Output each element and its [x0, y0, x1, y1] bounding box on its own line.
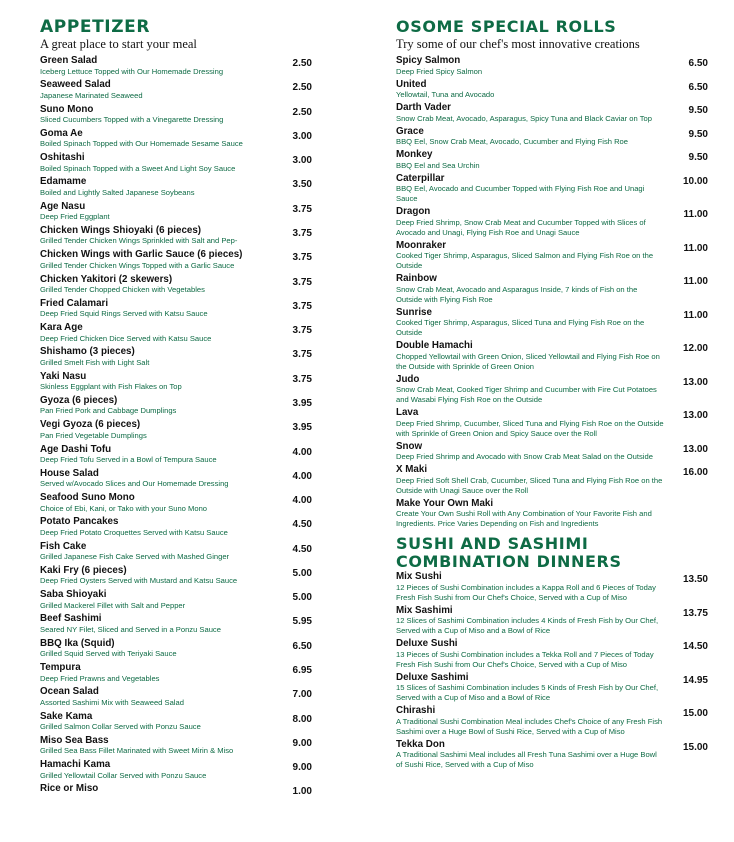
menu-item: [40, 516, 312, 538]
item-price: 2.50: [292, 82, 312, 94]
menu-item: [396, 307, 708, 339]
item-price: 5.00: [292, 567, 312, 579]
item-price: 8.00: [292, 713, 312, 725]
combo-heading-line2: COMBINATION DINNERS: [396, 552, 622, 571]
menu-item: [40, 225, 312, 247]
menu-item: [40, 249, 312, 271]
item-description: Grilled Japanese Fish Cake Served with Mashed Ginger: [40, 552, 230, 562]
item-description: Yellowtail, Tuna and Avocado: [396, 90, 495, 99]
menu-item: [40, 395, 312, 417]
rolls-heading: OSOME SPECIAL ROLLS: [396, 17, 617, 36]
item-price: 4.00: [292, 446, 312, 458]
item-price: 5.95: [292, 616, 312, 628]
item-price: 13.00: [682, 410, 708, 421]
menu-item: [40, 201, 312, 223]
item-name: BBQ Ika (Squid): [40, 637, 115, 649]
item-description: Grilled Squid Served with Teriyaki Sauce: [40, 649, 177, 659]
item-description: Sliced Cucumbers Topped with a Vinegarette Dressing: [40, 115, 224, 125]
item-price: 6.50: [292, 640, 312, 652]
item-description: Create Your Own Sushi Roll with Any Combination of Your Favorite Fish and Ingredients. Price Varies Depending on Fish and Ingredients: [396, 509, 652, 528]
item-description: Chopped Yellowtail with Green Onion, Sliced Yellowtail and Flying Fish Roe on the Outside with Sprinkle of Green Onion: [396, 351, 660, 371]
menu-item: [40, 419, 312, 441]
item-price: 9.50: [688, 105, 708, 116]
menu-item: [396, 441, 708, 463]
item-description: Grilled Salmon Collar Served with Ponzu Sauce: [40, 722, 201, 732]
item-price: 4.00: [292, 495, 312, 507]
item-description: A Traditional Sashimi Meal includes all Fresh Tuna Sashimi over a Huge Bowl of Sushi Rice, Served with a Cup of Miso: [396, 750, 657, 769]
item-price: 6.95: [292, 665, 312, 677]
item-name: Deluxe Sushi: [396, 638, 458, 649]
item-name: Age Nasu: [40, 200, 86, 212]
item-name: Fried Calamari: [40, 297, 109, 309]
item-price: 13.00: [682, 443, 708, 455]
menu-item: [396, 273, 708, 305]
item-price: 11.00: [683, 242, 708, 254]
item-name: Sake Kama: [40, 710, 93, 722]
menu-item: [396, 498, 708, 530]
item-name: Shishamo (3 pieces): [40, 346, 135, 358]
item-price: 16.00: [682, 467, 708, 478]
item-name: X Maki: [396, 464, 428, 475]
item-description: Seared NY Filet, Sliced and Served in a Ponzu Sauce: [40, 624, 221, 634]
item-description: Grilled Yellowtail Collar Served with Ponzu Sauce: [40, 770, 207, 780]
item-price: 7.00: [292, 689, 312, 701]
item-price: 13.75: [682, 607, 708, 619]
item-name: Saba Shioyaki: [40, 589, 107, 601]
item-price: 4.50: [292, 519, 312, 531]
item-price: 4.50: [292, 543, 312, 555]
item-price: 9.00: [292, 762, 312, 774]
item-price: 10.00: [682, 175, 708, 187]
item-name: Age Dashi Tofu: [40, 443, 112, 455]
item-description: Japanese Marinated Seaweed: [40, 90, 143, 100]
item-name: Tekka Don: [396, 738, 445, 750]
item-description: 13 Pieces of Sushi Combination includes a Tekka Roll and 7 Pieces of Today Fresh Fish Sushi from Our Chef's Choice, Served with a Cup of Miso: [396, 649, 654, 669]
item-description: Grilled Smelt Fish with Light Salt: [40, 357, 150, 367]
menu-item: [396, 149, 708, 171]
item-price: 11.00: [683, 209, 708, 220]
rolls-column: [396, 18, 708, 772]
item-name: Fish Cake: [40, 540, 87, 552]
menu-item: [40, 638, 312, 660]
item-description: Deep Fried Shrimp and Avocado with Snow Crab Meat Salad on the Outside: [396, 452, 653, 461]
item-name: Gyoza (6 pieces): [40, 394, 118, 406]
item-price: 11.00: [683, 276, 708, 287]
item-price: 1.00: [292, 786, 312, 798]
item-name: United: [396, 78, 427, 90]
item-price: 12.00: [682, 343, 708, 354]
item-description: A Traditional Sushi Combination Meal includes Chef's Choice of any Fresh Fish Sashimi over a Huge Bowl of Sushi Rice, Served with a Cup of Miso: [396, 716, 663, 736]
item-description: 15 Slices of Sashimi Combination includes 5 Kinds of Fresh Fish by Our Chef, Served with a Cup of Miso and a Bowl of Rice: [396, 683, 659, 702]
menu-item: [396, 672, 708, 704]
item-name: Dragon: [396, 206, 431, 217]
item-name: Sunrise: [396, 306, 432, 318]
item-description: Cooked Tiger Shrimp, Asparagus, Sliced Salmon and Flying Fish Roe on the Outside: [396, 251, 654, 270]
item-description: Grilled Tender Chopped Chicken with Vegetables: [40, 285, 205, 295]
item-price: 14.95: [682, 674, 708, 686]
item-description: Iceberg Lettuce Topped with Our Homemade Dressing: [40, 66, 224, 76]
item-name: Mix Sashimi: [396, 604, 453, 616]
item-name: Yaki Nasu: [40, 370, 87, 382]
item-name: Seaweed Salad: [40, 79, 111, 91]
item-name: Judo: [396, 373, 420, 385]
menu-item: [396, 102, 708, 124]
item-name: Chicken Wings Shioyaki (6 pieces): [40, 224, 202, 236]
item-description: Boiled Spinach Topped with Our Homemade Sesame Sauce: [40, 139, 243, 149]
item-name: Grace: [396, 125, 424, 137]
item-name: Ocean Salad: [40, 686, 99, 698]
item-description: Deep Fried Shrimp, Snow Crab Meat and Cucumber Topped with Slices of Avocado and Unagi, Flying Fish Roe and Unagi Sauce: [396, 217, 646, 237]
item-name: Make Your Own Maki: [396, 497, 494, 509]
item-name: Suno Mono: [40, 103, 94, 115]
item-description: Boiled Spinach Topped with a Sweet And Light Soy Sauce: [40, 163, 236, 173]
item-name: Kaki Fry (6 pieces): [40, 564, 127, 576]
menu-item: [40, 613, 312, 635]
menu-item: [396, 407, 708, 439]
item-price: 4.00: [292, 470, 312, 482]
menu-item: [40, 152, 312, 174]
item-price: 3.75: [292, 252, 312, 264]
menu-item: [40, 128, 312, 150]
item-description: Grilled Mackerel Fillet with Salt and Pepper: [40, 600, 186, 610]
menu-item: [396, 206, 708, 238]
item-name: Edamame: [40, 176, 87, 188]
item-name: Vegi Gyoza (6 pieces): [40, 419, 141, 431]
item-name: Snow: [396, 440, 423, 452]
menu-item: [40, 444, 312, 466]
item-price: 14.50: [682, 641, 708, 652]
item-description: Deep Fried Shrimp, Cucumber, Sliced Tuna and Flying Fish Roe on the Outside with Sprinkle of Green Onion and Spicy Sauce over the Roll: [396, 418, 664, 438]
item-price: 3.95: [292, 422, 312, 434]
item-description: Skinless Eggplant with Fish Flakes on Top: [40, 382, 182, 392]
item-description: BBQ Eel and Sea Urchin: [396, 160, 480, 170]
item-description: Snow Crab Meat, Avocado, Asparagus, Spicy Tuna and Black Caviar on Top: [396, 113, 652, 123]
item-price: 9.00: [292, 737, 312, 749]
menu-item: [396, 638, 708, 670]
item-description: Deep Fried Squid Rings Served with Katsu Sauce: [40, 309, 208, 319]
menu-item: [40, 662, 312, 684]
item-description: Deep Fried Soft Shell Crab, Cucumber, Sliced Tuna and Flying Fish Roe on the Outside with Unagi Sauce over the Roll: [396, 475, 663, 495]
menu-item: [396, 55, 708, 77]
menu-item: [40, 783, 312, 805]
item-description: Grilled Tender Chicken Wings Sprinkled with Salt and Pep-: [40, 236, 238, 246]
item-name: Rice or Miso: [40, 783, 99, 795]
item-description: Deep Fried Eggplant: [40, 212, 110, 222]
menu-item: [396, 173, 708, 205]
item-description: 12 Slices of Sashimi Combination includes 4 Kinds of Fresh Fish by Our Chef, Served with a Cup of Miso and a Bowl of Rice: [396, 616, 659, 635]
menu-item: [40, 322, 312, 344]
menu-item: [40, 686, 312, 708]
menu-item: [40, 735, 312, 757]
item-name: Moonraker: [396, 239, 447, 251]
item-name: Deluxe Sashimi: [396, 671, 469, 683]
item-price: 13.00: [682, 376, 708, 388]
item-description: Deep Fried Spicy Salmon: [396, 66, 483, 76]
item-name: Oshitashi: [40, 152, 85, 164]
menu-item: [396, 79, 708, 101]
item-price: 3.75: [292, 227, 312, 239]
menu-item: [40, 711, 312, 733]
menu-item: [40, 274, 312, 296]
item-name: Tempura: [40, 662, 81, 674]
item-price: 3.75: [292, 325, 312, 337]
item-name: Caterpillar: [396, 172, 445, 184]
item-name: Spicy Salmon: [396, 55, 461, 66]
item-description: Grilled Sea Bass Fillet Marinated with Sweet Mirin & Miso: [40, 746, 234, 756]
item-name: Double Hamachi: [396, 340, 473, 351]
item-name: Miso Sea Bass: [40, 734, 109, 746]
menu-item: [40, 541, 312, 563]
item-description: Pan Fried Vegetable Dumplings: [40, 430, 147, 440]
item-description: Boiled and Lightly Salted Japanese Soybeans: [40, 187, 195, 197]
item-description: Snow Crab Meat, Avocado and Asparagus Inside, 7 kinds of Fish on the Outside with Flying Fish Roe: [396, 284, 638, 304]
item-description: Choice of Ebi, Kani, or Tako with your Suno Mono: [40, 503, 208, 513]
item-description: 12 Pieces of Sushi Combination includes a Kappa Roll and 6 Pieces of Today Fresh Fish Sushi from Our Chef's Choice, Served with a Cup of Miso: [396, 582, 656, 602]
item-name: Chirashi: [396, 705, 436, 716]
item-price: 3.00: [292, 130, 312, 142]
combo-list: [396, 571, 708, 770]
item-name: Darth Vader: [396, 102, 451, 113]
item-description: Served w/Avocado Slices and Our Homemade Dressing: [40, 479, 229, 489]
item-description: Grilled Tender Chicken Wings Topped with a Garlic Sauce: [40, 260, 235, 270]
item-description: Cooked Tiger Shrimp, Asparagus, Sliced Tuna and Flying Fish Roe on the Outside: [396, 318, 645, 337]
combo-heading-line1: SUSHI AND SASHIMI: [396, 534, 589, 553]
item-price: 15.00: [682, 741, 708, 753]
menu-item: [396, 240, 708, 272]
menu-item: [40, 492, 312, 514]
appetizer-column: [40, 18, 312, 808]
item-name: Hamachi Kama: [40, 759, 111, 771]
item-name: Lava: [396, 407, 419, 418]
item-name: Monkey: [396, 149, 433, 160]
item-description: Deep Fried Oysters Served with Mustard and Katsu Sauce: [40, 576, 238, 586]
item-name: Green Salad: [40, 55, 98, 66]
menu-item: [40, 759, 312, 781]
item-price: 2.50: [292, 106, 312, 118]
menu-item: [396, 705, 708, 737]
item-price: 6.50: [688, 58, 708, 69]
item-price: 3.75: [292, 373, 312, 385]
rolls-subtitle: Try some of our chef's most innovative creations: [396, 37, 640, 51]
menu-item: [40, 371, 312, 393]
item-price: 5.00: [292, 592, 312, 604]
item-name: Seafood Suno Mono: [40, 492, 135, 504]
item-name: Rainbow: [396, 273, 437, 284]
menu-item: [396, 739, 708, 771]
item-price: 9.50: [688, 128, 708, 140]
item-price: 9.50: [688, 152, 708, 163]
item-description: BBQ Eel, Avocado and Cucumber Topped with Flying Fish Roe and Unagi Sauce: [396, 184, 645, 203]
menu-item: [40, 176, 312, 198]
item-price: 3.75: [292, 300, 312, 312]
item-price: 13.50: [682, 574, 708, 585]
menu-item: [40, 79, 312, 101]
menu-item: [40, 346, 312, 368]
menu-item: [396, 374, 708, 406]
item-description: Deep Fried Tofu Served in a Bowl of Tempura Sauce: [40, 455, 217, 464]
rolls-list: [396, 55, 708, 529]
menu-item: [396, 126, 708, 148]
item-name: House Salad: [40, 467, 99, 479]
item-description: Assorted Sashimi Mix with Seaweed Salad: [40, 697, 184, 707]
item-price: 3.75: [292, 203, 312, 215]
item-description: Deep Fried Chicken Dice Served with Katsu Sauce: [40, 333, 212, 343]
item-price: 3.50: [292, 179, 312, 191]
item-name: Beef Sashimi: [40, 613, 102, 625]
item-price: 2.50: [292, 58, 312, 69]
item-price: 11.00: [683, 309, 708, 321]
menu-item: [40, 468, 312, 490]
menu-item: [396, 340, 708, 372]
item-description: BBQ Eel, Snow Crab Meat, Avocado, Cucumber and Flying Fish Roe: [396, 137, 629, 146]
menu-item: [40, 55, 312, 77]
appetizer-list: [40, 55, 312, 806]
item-name: Goma Ae: [40, 127, 83, 139]
item-description: Snow Crab Meat, Cooked Tiger Shrimp and Cucumber with Fire Cut Potatoes and Wasabi Flying Fish Roe on the Outside: [396, 385, 657, 404]
menu-item: [40, 565, 312, 587]
item-price: 3.00: [292, 155, 312, 167]
menu-item: [396, 571, 708, 603]
item-price: 15.00: [682, 708, 708, 719]
menu-item: [396, 605, 708, 637]
item-price: 3.75: [292, 349, 312, 361]
item-name: Kara Age: [40, 322, 83, 334]
item-description: Deep Fried Prawns and Vegetables: [40, 673, 160, 683]
appetizer-subtitle: A great place to start your meal: [40, 37, 197, 51]
menu-item: [40, 589, 312, 611]
item-description: Deep Fried Potato Croquettes Served with Katsu Sauce: [40, 527, 228, 537]
item-price: 3.95: [292, 397, 312, 409]
menu-item: [396, 464, 708, 496]
item-price: 3.75: [292, 276, 312, 288]
item-name: Chicken Yakitori (2 skewers): [40, 273, 173, 285]
item-price: 6.50: [688, 81, 708, 93]
appetizer-heading: APPETIZER: [40, 17, 151, 37]
menu-item: [40, 104, 312, 126]
item-name: Mix Sushi: [396, 571, 442, 582]
menu-item: [40, 298, 312, 320]
item-name: Chicken Wings with Garlic Sauce (6 pieces): [40, 249, 243, 261]
item-description: Pan Fried Pork and Cabbage Dumplings: [40, 406, 177, 416]
item-name: Potato Pancakes: [40, 516, 119, 528]
